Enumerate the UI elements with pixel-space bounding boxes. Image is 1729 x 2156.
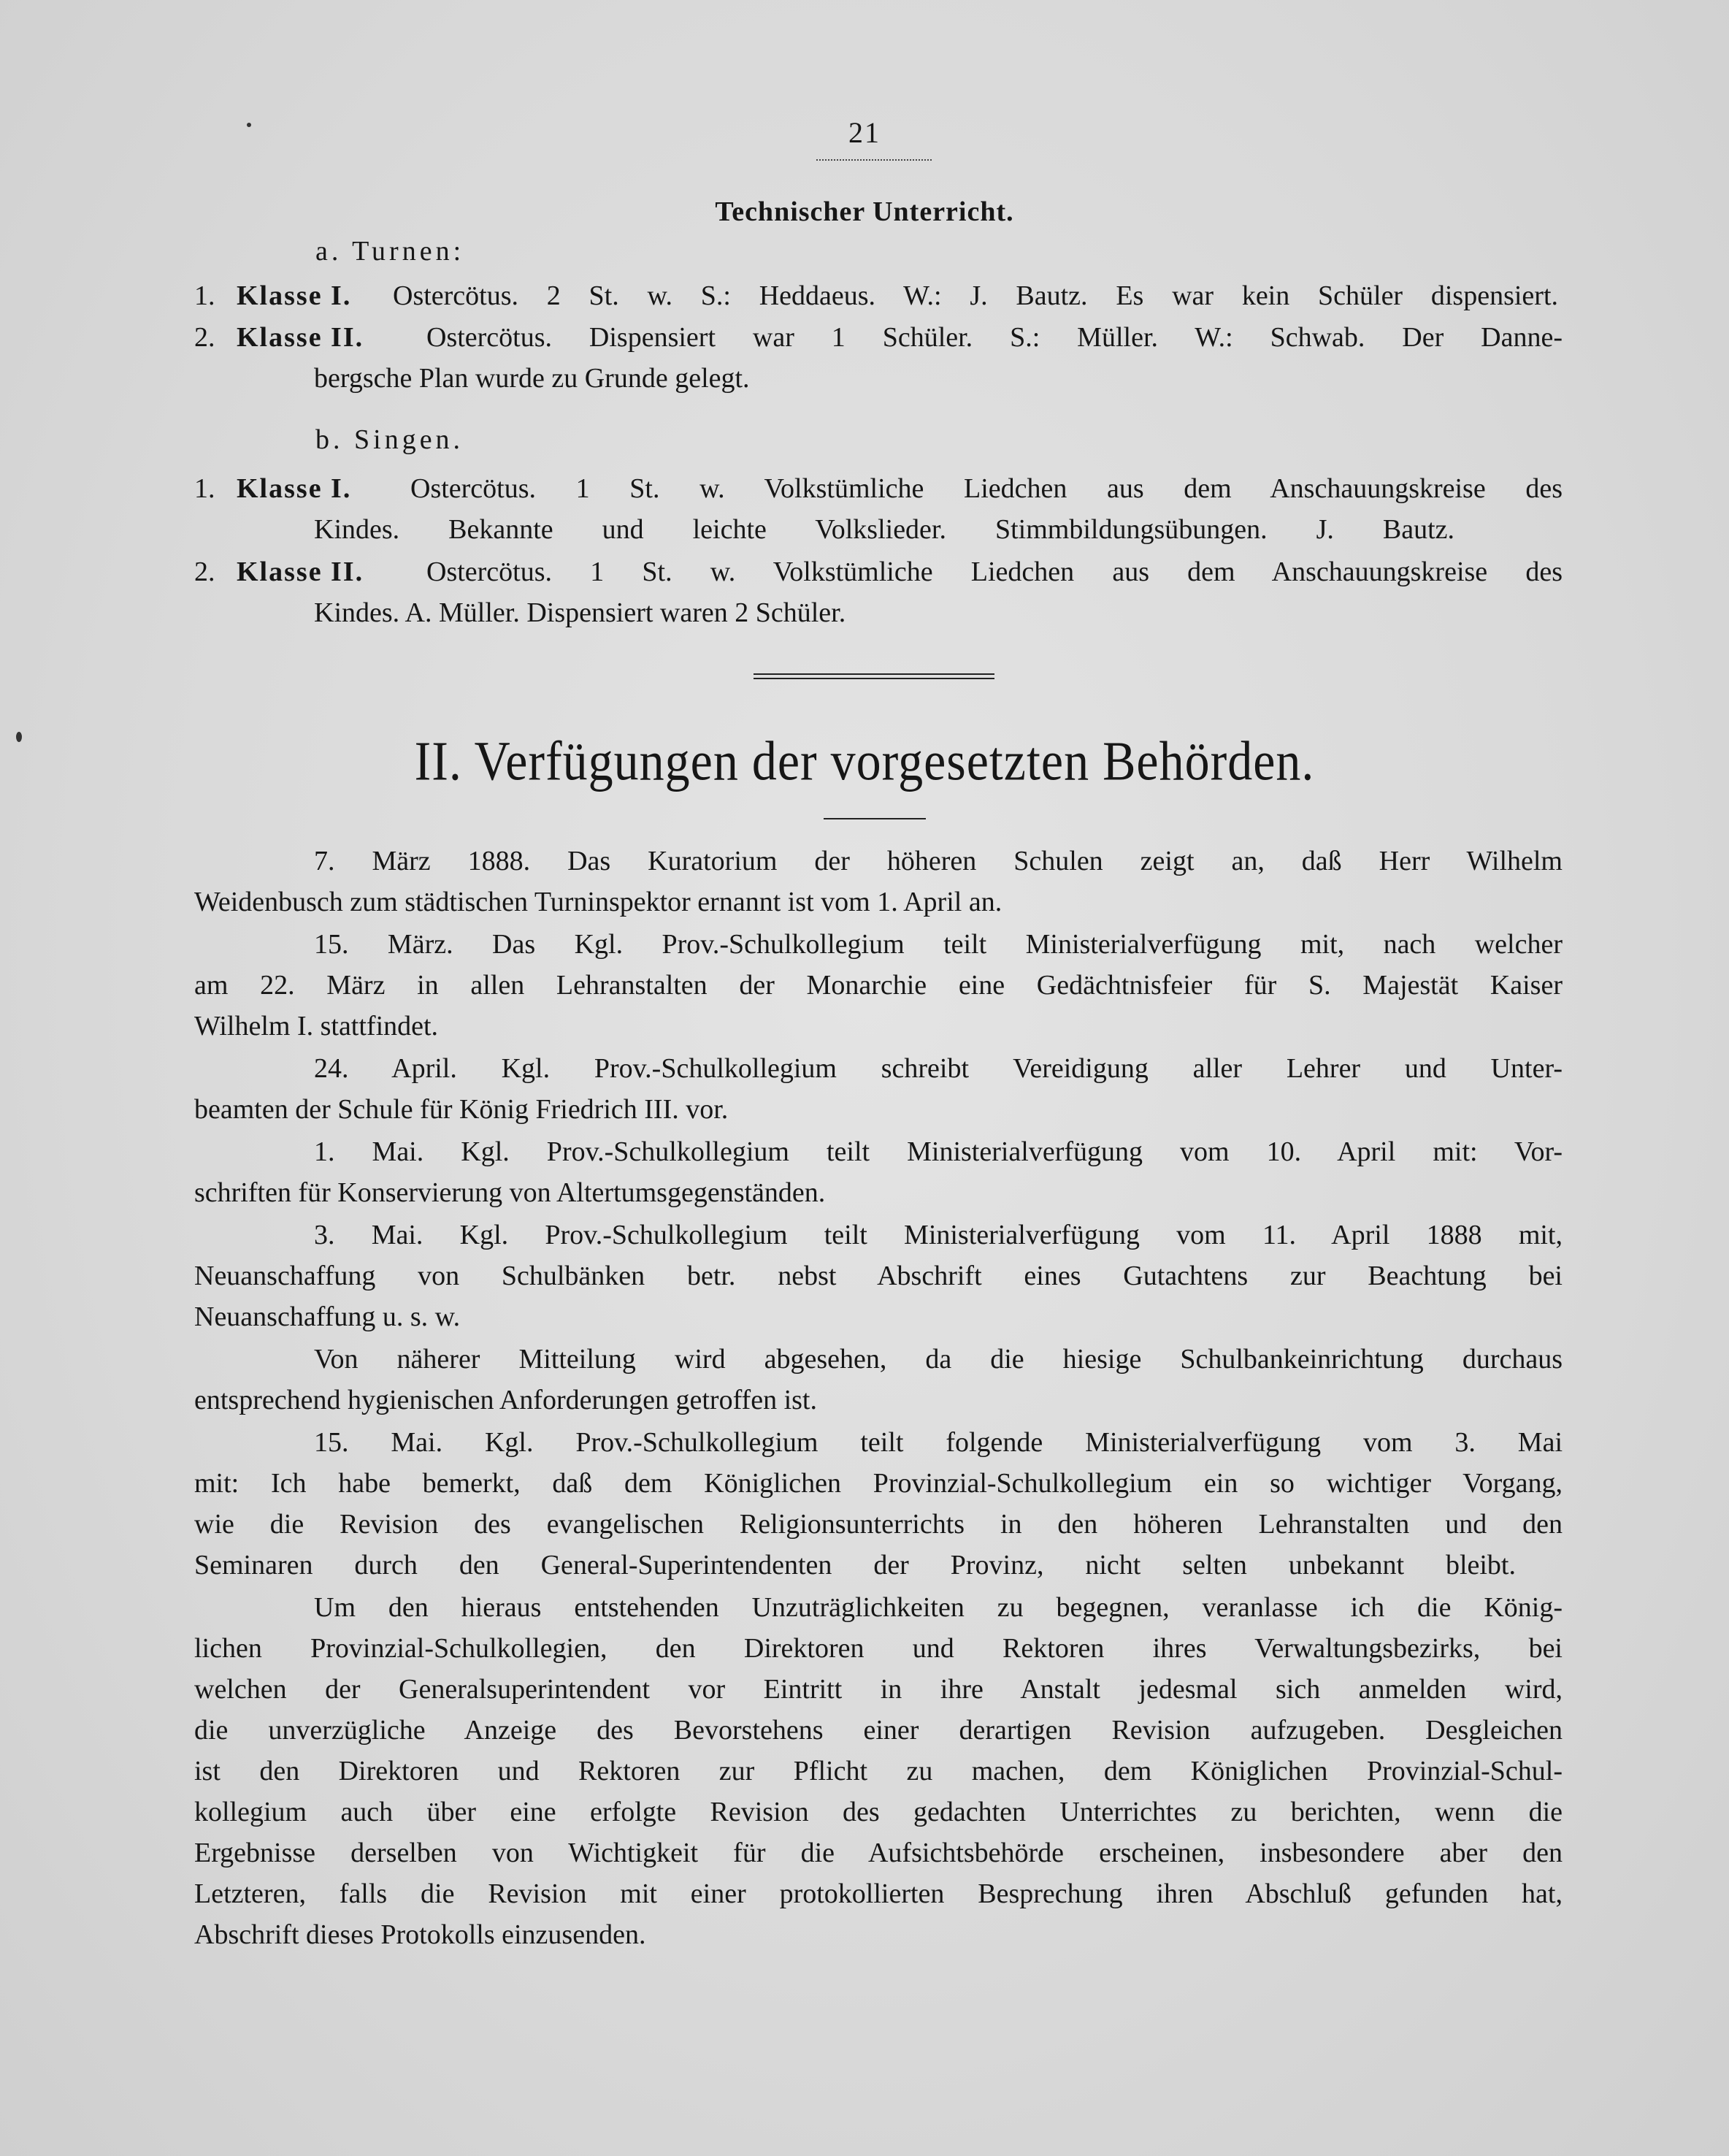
list-item-text: Ostercötus. 1 St. w. Volkstümliche Liedchen aus dem Anschauungskreise des: [410, 473, 1563, 504]
paragraph-line: Weidenbusch zum städtischen Turninspektor ernannt ist vom 1. April an.: [194, 887, 1002, 917]
paragraph-line: Neuanschaffung von Schulbänken betr. nebst Abschrift eines Gutachtens zur Beachtung bei: [194, 1261, 1563, 1291]
page-number: 21: [848, 116, 881, 149]
paragraph-line: 15. März. Das Kgl. Prov.-Schulkollegium teilt Ministerialverfügung mit, nach welcher: [314, 929, 1563, 960]
list-number: 2.: [194, 322, 215, 353]
section-divider: [754, 673, 994, 679]
paragraph-line: schriften für Konservierung von Altertumsgegenständen.: [194, 1177, 826, 1208]
paragraph-line: wie die Revision des evangelischen Religionsunterrichts in den höheren Lehranstalten und den: [194, 1509, 1563, 1540]
paragraph-line: Seminaren durch den General-Superintendenten der Provinz, nicht selten unbekannt bleibt.: [194, 1550, 1516, 1580]
paragraph-line: Von näherer Mitteilung wird abgesehen, da die hiesige Schulbankeinrichtung durchaus: [314, 1344, 1563, 1375]
paragraph-line: Neuanschaffung u. s. w.: [194, 1301, 461, 1332]
paragraph-line: Wilhelm I. stattfindet.: [194, 1011, 439, 1041]
paragraph-line: die unverzügliche Anzeige des Bevorstehens einer derartigen Revision aufzugeben. Desgleichen: [194, 1715, 1563, 1746]
klasse-label: Klasse I.: [237, 473, 352, 504]
paragraph-line: 24. April. Kgl. Prov.-Schulkollegium schreibt Vereidigung aller Lehrer und Unter-: [314, 1053, 1563, 1084]
paragraph-line: 7. März 1888. Das Kuratorium der höheren Schulen zeigt an, daß Herr Wilhelm: [314, 846, 1563, 876]
subsection-singen: b. Singen.: [315, 424, 464, 455]
list-item-text: Ostercötus. Dispensiert war 1 Schüler. S.: Müller. W.: Schwab. Der Danne-: [426, 322, 1563, 353]
section-heading: II. Verfügungen der vorgesetzten Behörden.: [414, 730, 1315, 792]
paragraph-line: 1. Mai. Kgl. Prov.-Schulkollegium teilt Ministerialverfügung vom 10. April mit: Vor-: [314, 1136, 1563, 1167]
list-item-continuation: bergsche Plan wurde zu Grunde gelegt.: [314, 363, 750, 394]
paragraph-line: Letzteren, falls die Revision mit einer protokollierten Besprechung ihren Abschluß gefunden hat,: [194, 1878, 1563, 1909]
paragraph-line: entsprechend hygienischen Anforderungen getroffen ist.: [194, 1385, 817, 1415]
klasse-label: Klasse II.: [237, 322, 364, 353]
paragraph-line: beamten der Schule für König Friedrich III. vor.: [194, 1094, 729, 1125]
paragraph-line: lichen Provinzial-Schulkollegien, den Direktoren und Rektoren ihres Verwaltungsbezirks, bei: [194, 1633, 1563, 1664]
paragraph-line: Ergebnisse derselben von Wichtigkeit für die Aufsichtsbehörde erscheinen, insbesondere aber den: [194, 1838, 1563, 1868]
paragraph-line: Abschrift dieses Protokolls einzusenden.: [194, 1919, 646, 1950]
paragraph-line: 3. Mai. Kgl. Prov.-Schulkollegium teilt Ministerialverfügung vom 11. April 1888 mit,: [314, 1220, 1563, 1250]
paragraph-line: mit: Ich habe bemerkt, daß dem Königlichen Provinzial-Schulkollegium ein so wichtiger Vorgang,: [194, 1468, 1563, 1499]
subsection-turnen: a. Turnen:: [315, 236, 465, 267]
list-number: 1.: [194, 473, 215, 504]
paragraph-line: welchen der Generalsuperintendent vor Eintritt in ihre Anstalt jedesmal sich anmelden wird,: [194, 1674, 1563, 1705]
list-item-continuation: Kindes. Bekannte und leichte Volkslieder. Stimmbildungsübungen. J. Bautz.: [314, 514, 1454, 545]
list-number: 1.: [194, 280, 215, 311]
section-title-technical: Technischer Unterricht.: [715, 196, 1014, 227]
klasse-label: Klasse I.: [237, 280, 352, 311]
page-number-rule: [816, 159, 932, 161]
klasse-label: Klasse II.: [237, 557, 364, 587]
paragraph-line: Um den hieraus entstehenden Unzuträglichkeiten zu begegnen, veranlasse ich die König-: [314, 1592, 1563, 1623]
paragraph-line: am 22. März in allen Lehranstalten der Monarchie eine Gedächtnisfeier für S. Majestät Kaiser: [194, 970, 1563, 1001]
list-number: 2.: [194, 557, 215, 587]
list-item-continuation: Kindes. A. Müller. Dispensiert waren 2 Schüler.: [314, 597, 846, 628]
heading-underline: [824, 818, 926, 819]
list-item-text: Ostercötus. 2 St. w. S.: Heddaeus. W.: J. Bautz. Es war kein Schüler dispensiert.: [393, 280, 1558, 311]
list-item-text: Ostercötus. 1 St. w. Volkstümliche Liedchen aus dem Anschauungskreise des: [426, 557, 1563, 587]
paragraph-line: kollegium auch über eine erfolgte Revision des gedachten Unterrichtes zu berichten, wenn die: [194, 1797, 1563, 1827]
paragraph-line: 15. Mai. Kgl. Prov.-Schulkollegium teilt folgende Ministerialverfügung vom 3. Mai: [314, 1427, 1563, 1458]
paragraph-line: ist den Direktoren und Rektoren zur Pflicht zu machen, dem Königlichen Provinzial-Schul-: [194, 1756, 1563, 1786]
